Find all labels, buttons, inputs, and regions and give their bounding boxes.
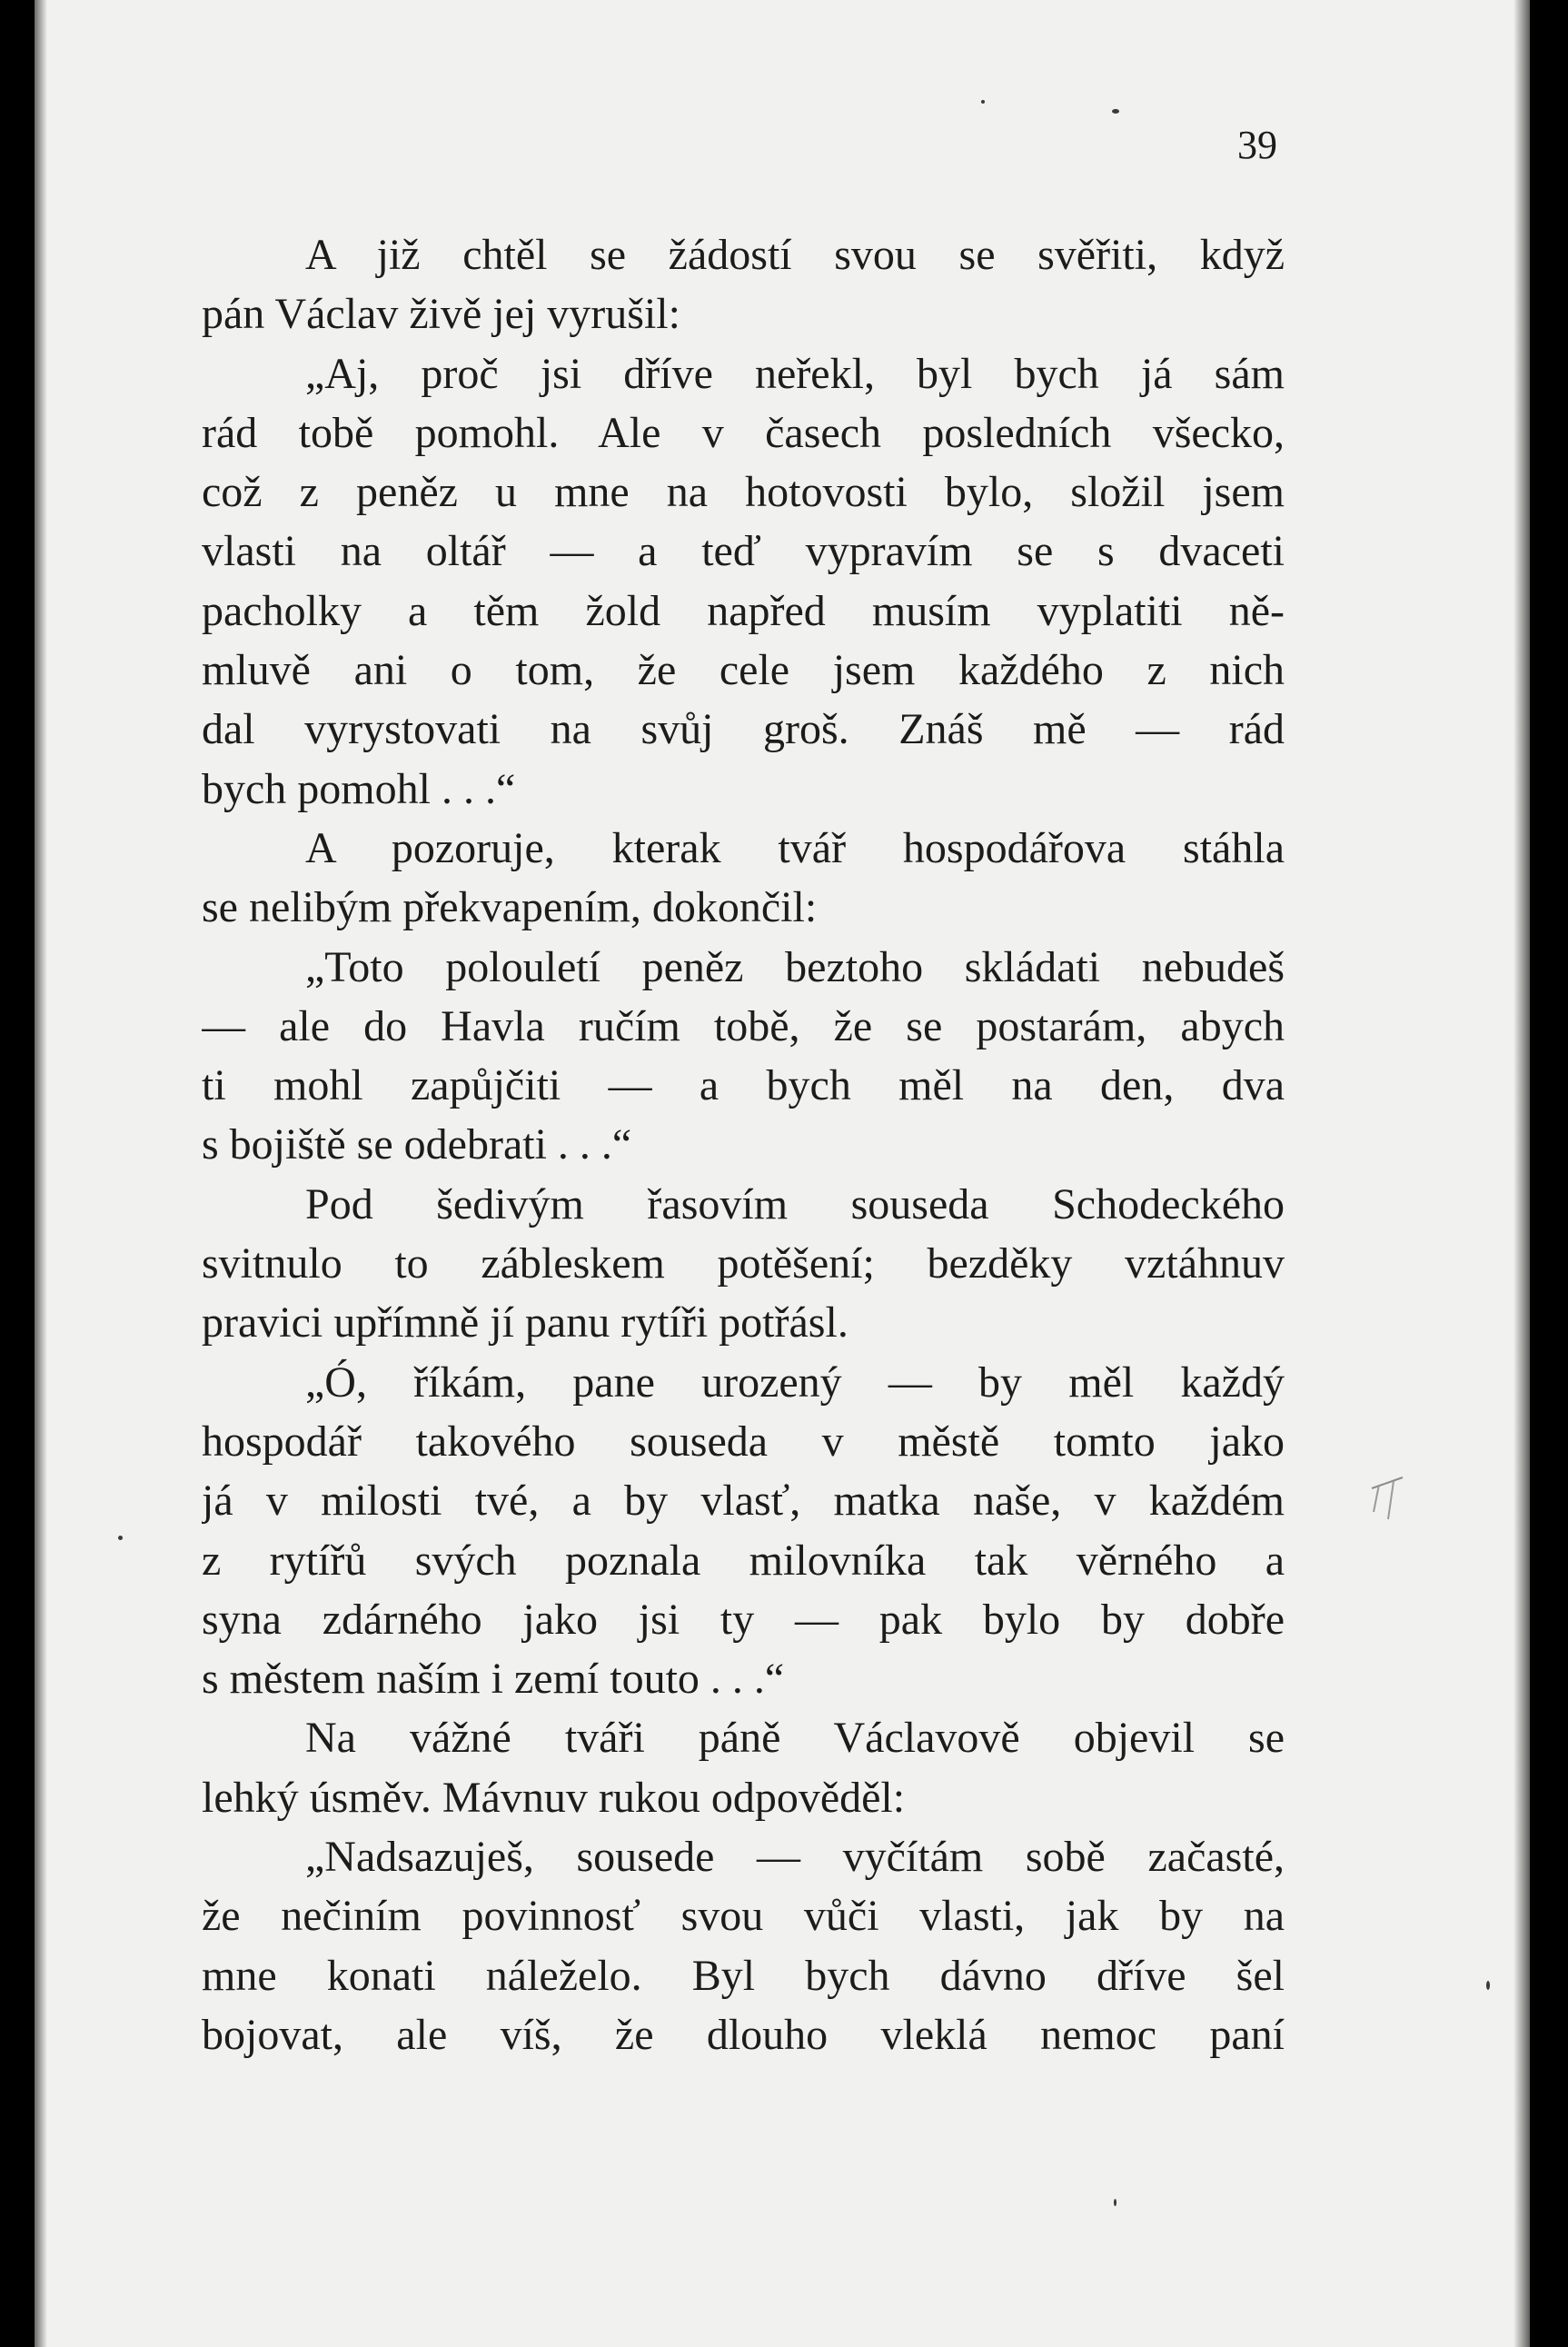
text-line: lehký úsměv. Mávnuv rukou odpověděl:: [202, 1773, 906, 1822]
text-line: — ale do Havla ručím tobě, že se postarám, abych: [202, 1001, 1285, 1050]
text-line: dal vyrystovati na svůj groš. Znáš mě — rád: [202, 705, 1285, 754]
dust-speck: [1112, 109, 1119, 114]
text-line: syna zdárného jako jsi ty — pak bylo by dobře: [202, 1595, 1285, 1644]
text-line: rád tobě pomohl. Ale v časech posledních všecko,: [202, 408, 1285, 457]
body-text: [202, 225, 1285, 2064]
page-number: 39: [1237, 123, 1277, 167]
text-line: bych pomohl . . .“: [202, 764, 516, 813]
text-line: vlasti na oltář — a teď vypravím se s dvaceti: [202, 527, 1285, 576]
text-line: „Toto polouletí peněz beztoho skládati nebudeš: [305, 942, 1285, 991]
pencil-margin-mark: [1366, 1465, 1408, 1530]
text-line: mluvě ani o tom, že cele jsem každého z nich: [202, 646, 1285, 695]
text-line: s bojiště se odebrati . . .“: [202, 1120, 632, 1169]
text-line: já v milosti tvé, a by vlasť, matka naše, v každém: [202, 1477, 1285, 1526]
dust-speck: [981, 100, 985, 104]
text-line: se nelibým překvapením, dokončil:: [202, 883, 818, 932]
text-line: Pod šedivým řasovím souseda Schodeckého: [305, 1179, 1285, 1228]
text-line: z rytířů svých poznala milovníka tak věrného a: [202, 1536, 1285, 1585]
scan-border-left: [0, 0, 35, 2347]
text-line: hospodář takového souseda v městě tomto jako: [202, 1417, 1285, 1466]
text-line: A pozoruje, kterak tvář hospodářova stáhla: [305, 823, 1285, 872]
text-line: ti mohl zapůjčiti — a bych měl na den, dva: [202, 1061, 1285, 1110]
scan-shadow-right: [1513, 0, 1530, 2347]
dust-speck: [1114, 2199, 1116, 2206]
scan-shadow-left: [35, 0, 47, 2347]
text-line: mne konati náleželo. Byl bych dávno dříve šel: [202, 1951, 1285, 2000]
text-line: A již chtěl se žádostí svou se svěřiti, když: [305, 231, 1285, 279]
text-line: pán Václav živě jej vyrušil:: [202, 290, 680, 339]
text-line: Na vážné tváři páně Václavově objevil se: [305, 1714, 1285, 1763]
text-line: bojovat, ale víš, že dlouho vleklá nemoc paní: [202, 2010, 1285, 2059]
text-line: svitnulo to zábleskem potěšení; bezděky vztáhnuv: [202, 1239, 1285, 1288]
dust-speck: [118, 1536, 123, 1540]
text-line: pacholky a těm žold napřed musím vyplatiti ně-: [202, 586, 1285, 635]
text-line: „Aj, proč jsi dříve neřekl, byl bych já sám: [305, 349, 1285, 398]
text-line: pravici upřímně jí panu rytíři potřásl.: [202, 1298, 849, 1348]
text-line: „Nadsazuješ, sousede — vyčítám sobě začasté,: [305, 1833, 1285, 1882]
text-line: s městem naším i zemí touto . . .“: [202, 1655, 785, 1704]
text-line: že nečiním povinnosť svou vůči vlasti, jak by na: [202, 1892, 1285, 1941]
text-line: „Ó, říkám, pane urozený — by měl každý: [305, 1357, 1285, 1407]
scan-border-right: [1530, 0, 1568, 2347]
text-line: což z peněz u mne na hotovosti bylo, složil jsem: [202, 468, 1285, 517]
dust-speck: [1486, 1981, 1490, 1990]
